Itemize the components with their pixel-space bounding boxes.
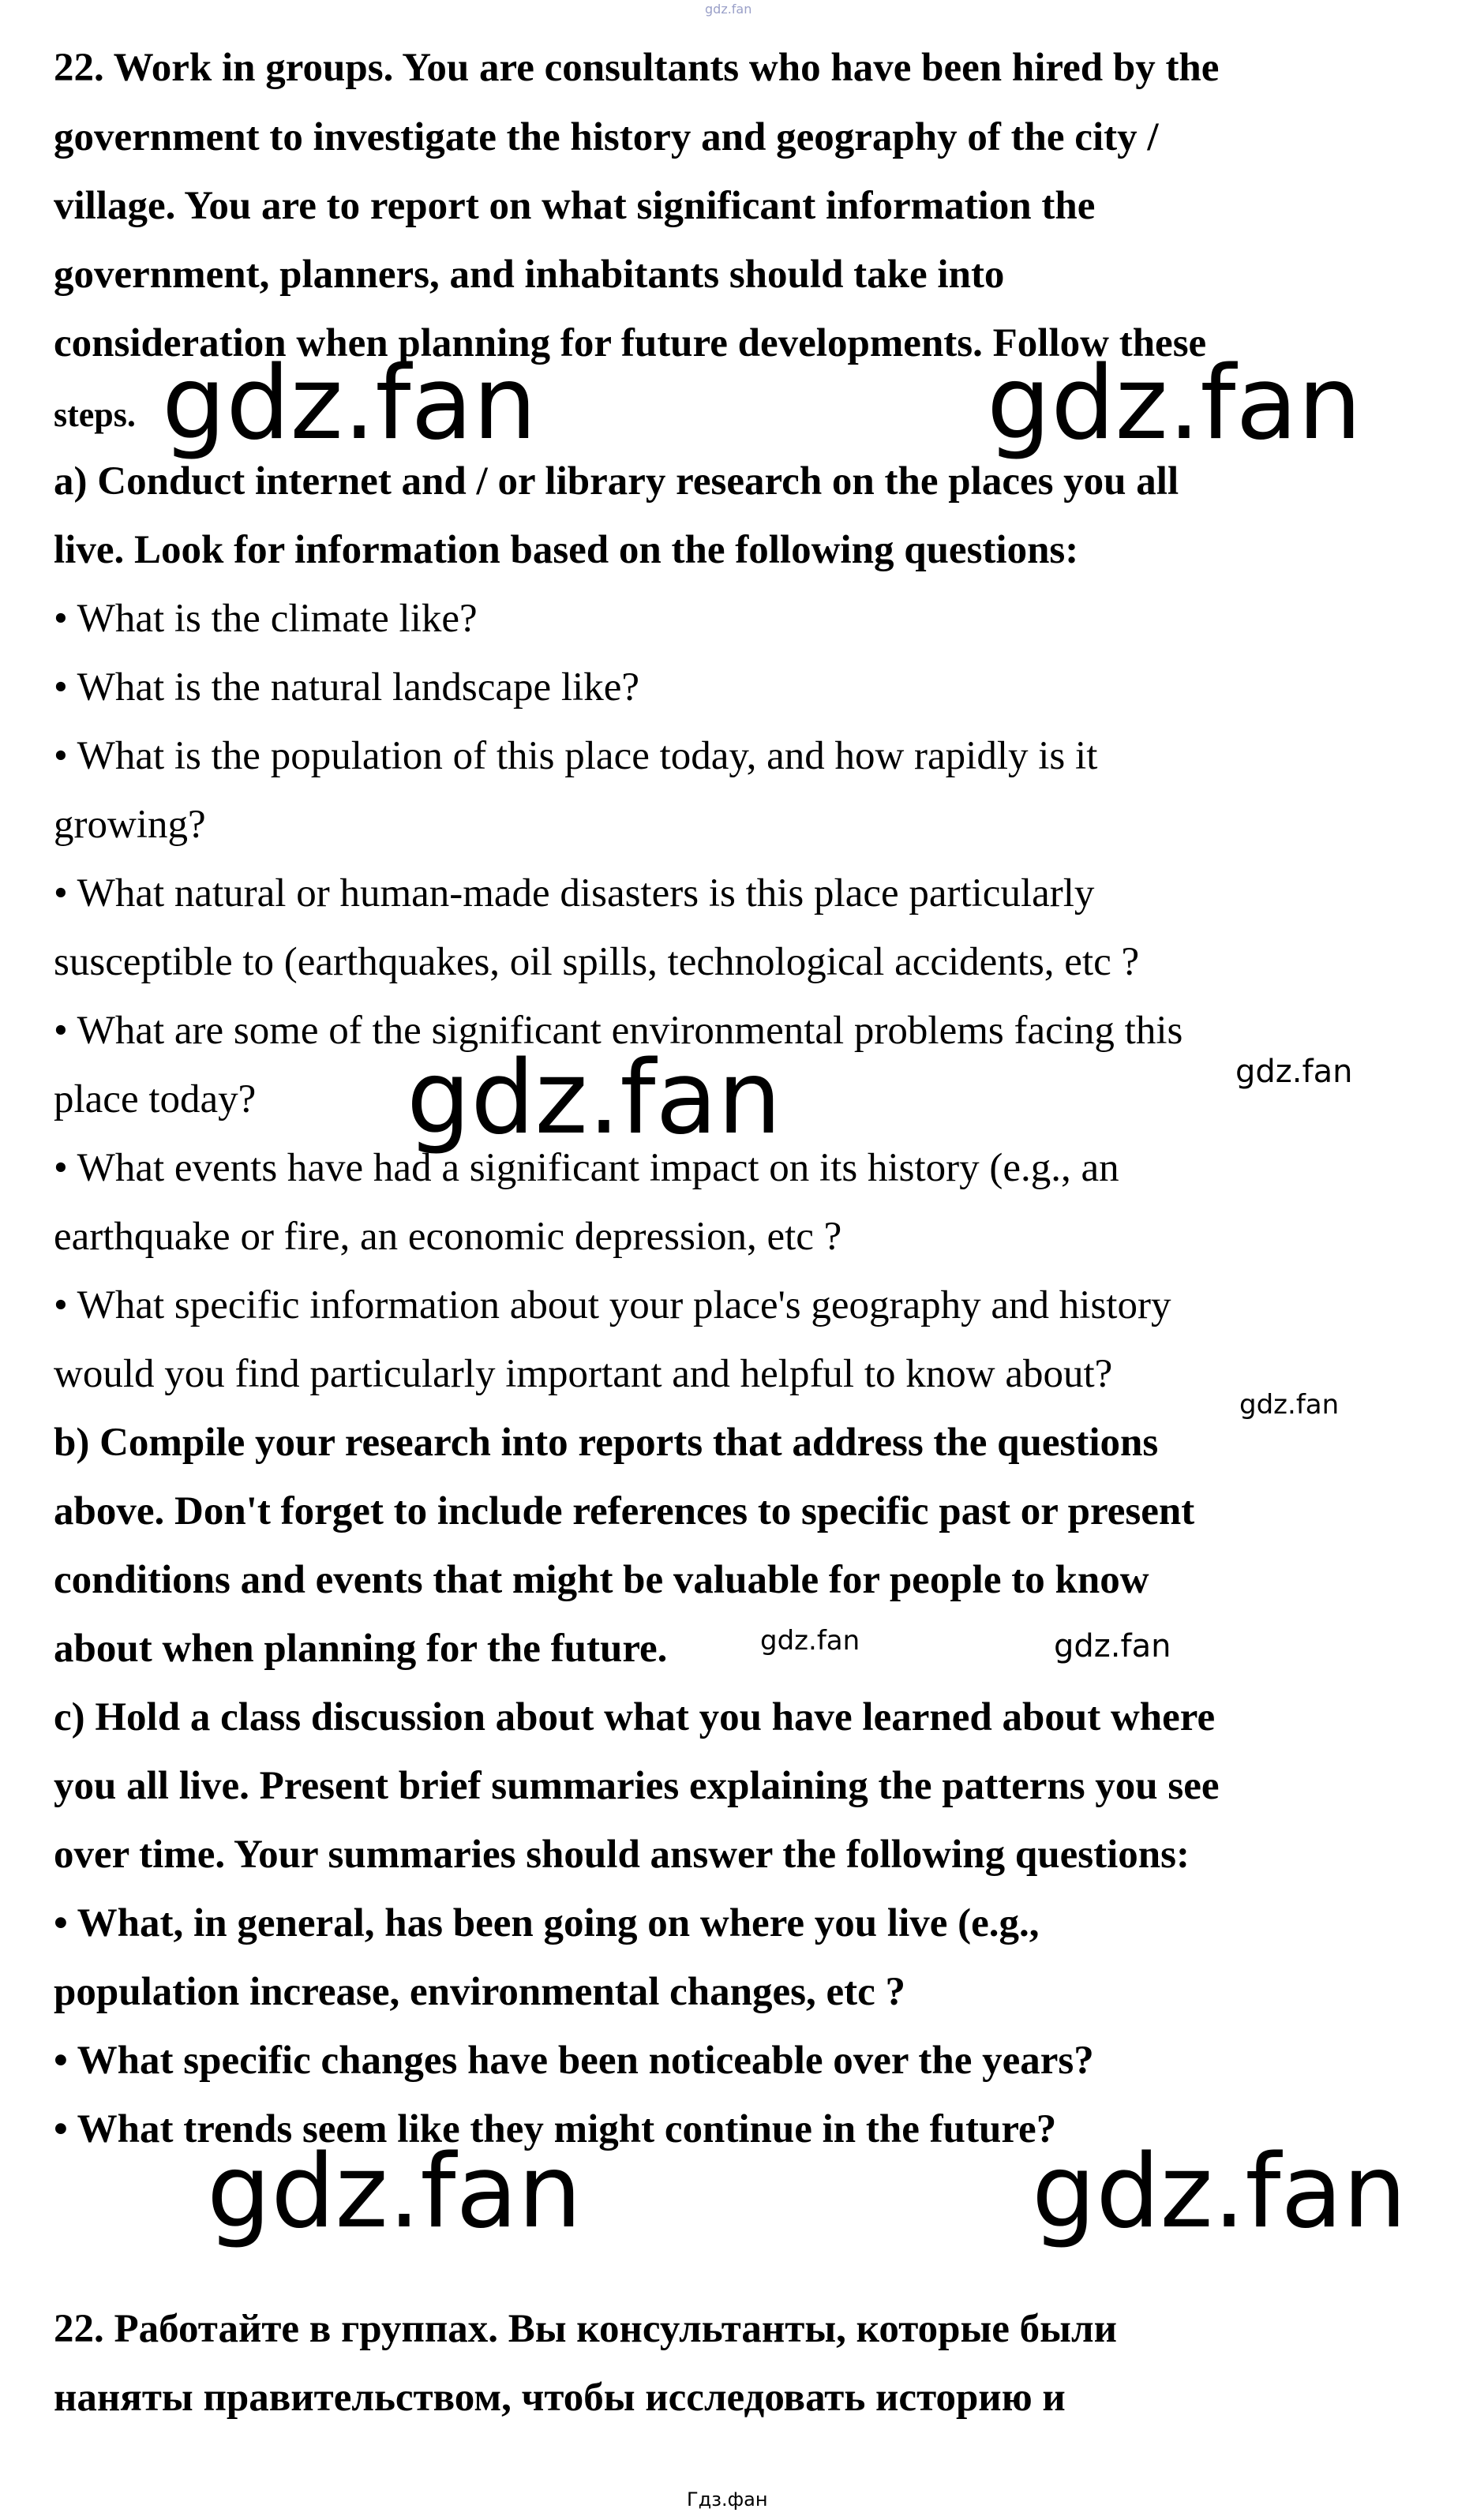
text-line: population increase, environmental changes, etc ? [54, 1970, 906, 2014]
text-line: a) Conduct internet and / or library research on the places you all [54, 459, 1179, 504]
watermark: gdz.fan [1239, 1389, 1340, 1421]
watermark: gdz.fan [1235, 1054, 1353, 1090]
text-line: government to investigate the history and geography of the city / [54, 115, 1159, 159]
text-line: over time. Your summaries should answer the following questions: [54, 1833, 1190, 1877]
list-item: • What, in general, has been going on where you live (e.g., [54, 1901, 1040, 1945]
list-item: growing? [54, 803, 206, 847]
watermark: gdz.fan [1054, 1628, 1171, 1664]
list-item: • What specific information about your place's geography and history [54, 1283, 1171, 1327]
list-item: • What is the climate like? [54, 597, 478, 641]
list-item: • What specific changes have been noticeable over the years? [54, 2039, 1094, 2083]
watermark: gdz.fan [1032, 2133, 1407, 2251]
text-line: live. Look for information based on the following questions: [54, 528, 1079, 572]
top-watermark: gdz.fan [705, 2, 752, 17]
text-line: consideration when planning for future developments. Follow these [54, 321, 1207, 365]
list-item: • What trends seem like they might continue in the future? [54, 2107, 1057, 2151]
list-item: • What is the population of this place today, and how rapidly is it [54, 734, 1098, 778]
text-line: conditions and events that might be valuable for people to know [54, 1558, 1149, 1602]
list-item: • What natural or human-made disasters is this place particularly [54, 871, 1095, 916]
list-item: susceptible to (earthquakes, oil spills, technological accidents, etc ? [54, 940, 1140, 984]
text-line: b) Compile your research into reports that address the questions [54, 1421, 1159, 1465]
footer-label: Гдз.фан [687, 2488, 768, 2511]
text-line: наняты правительством, чтобы исследовать историю и [54, 2376, 1066, 2420]
list-item: • What events have had a significant impact on its history (e.g., an [54, 1146, 1119, 1190]
list-item: • What are some of the significant environmental problems facing this [54, 1009, 1183, 1053]
watermark: gdz.fan [987, 345, 1362, 462]
list-item: would you find particularly important and helpful to know about? [54, 1352, 1113, 1396]
watermark: gdz.fan [407, 1039, 781, 1157]
text-line: government, planners, and inhabitants should take into [54, 253, 1005, 297]
list-item: earthquake or fire, an economic depression, etc ? [54, 1215, 842, 1259]
watermark: gdz.fan [207, 2133, 582, 2251]
text-line: above. Don't forget to include references to specific past or present [54, 1489, 1195, 1533]
text-line: about when planning for the future. [54, 1627, 668, 1671]
watermark: gdz.fan [162, 345, 537, 462]
list-item: • What is the natural landscape like? [54, 665, 639, 710]
text-line: 22. Work in groups. You are consultants who have been hired by the [54, 46, 1220, 90]
text-line: c) Hold a class discussion about what you have learned about where [54, 1695, 1216, 1739]
text-line: village. You are to report on what significant information the [54, 184, 1096, 228]
watermark: gdz.fan [760, 1625, 860, 1657]
list-item: place today? [54, 1077, 257, 1121]
text-line: 22. Работайте в группах. Вы консультанты, которые были [54, 2307, 1117, 2351]
text-line: you all live. Present brief summaries explaining the patterns you see [54, 1764, 1220, 1808]
text-line: steps. [54, 395, 136, 434]
